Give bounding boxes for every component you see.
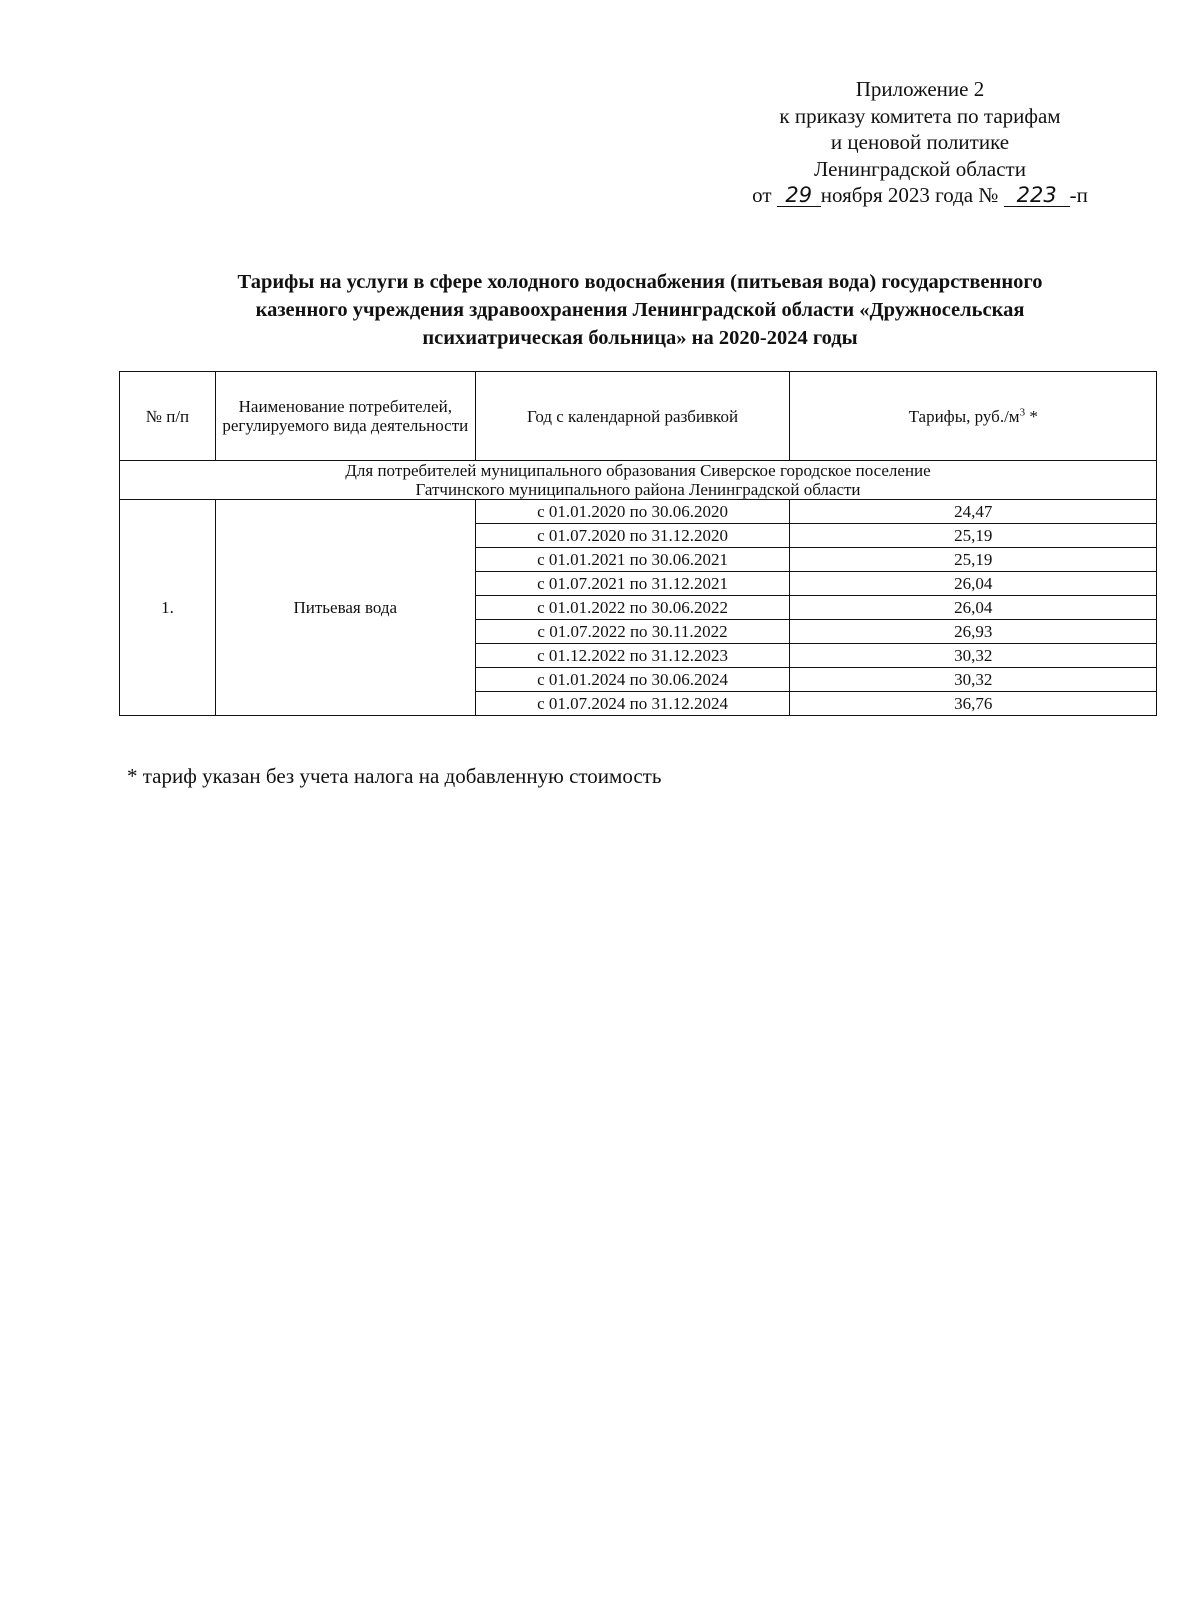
handwritten-order-number: 223 [1004,184,1070,207]
row-number: 1. [120,500,216,716]
header-tariff [790,372,1157,461]
date-prefix: от [752,183,772,207]
appendix-header [700,76,1140,209]
period-cell: с 01.12.2022 по 31.12.2023 [475,644,790,668]
header-tariff-asterisk: * [1025,406,1038,426]
appendix-label: Приложение 2 [855,77,985,101]
period-cell: с 01.07.2022 по 30.11.2022 [475,620,790,644]
period-cell: с 01.07.2020 по 31.12.2020 [475,524,790,548]
handwritten-day: 29 [777,184,821,207]
tariff-value-cell: 25,19 [790,548,1157,572]
order-date-line [700,182,1140,209]
tariff-value-cell: 25,19 [790,524,1157,548]
order-reference-line: к приказу комитета по тарифам [779,103,1061,128]
title-line-1: Тарифы на услуги в сфере холодного водоснабжения (питьевая вода) государственного [237,271,1043,293]
table-row [120,500,1157,524]
group-caption-line-2: Гатчинского муниципального района Ленинградской области [415,480,861,499]
group-caption-line-1: Для потребителей муниципального образования Сиверское городское поселение [345,461,931,480]
period-cell: с 01.01.2021 по 30.06.2021 [475,548,790,572]
header-period: Год с календарной разбивкой [475,372,790,461]
header-tariff-text: Тарифы, руб./м [908,406,1020,426]
table-header-row [120,372,1157,461]
tariff-value-cell: 26,04 [790,572,1157,596]
date-rest: ноября 2023 года № [820,183,999,207]
tariff-value-cell: 26,93 [790,620,1157,644]
period-cell: с 01.07.2021 по 31.12.2021 [475,572,790,596]
committee-line: и ценовой политике [830,130,1010,154]
group-row [120,461,1157,500]
tariff-value-cell: 24,47 [790,500,1157,524]
period-cell: с 01.01.2022 по 30.06.2022 [475,596,790,620]
row-consumer-name: Питьевая вода [215,500,475,716]
header-tariff-sup: 3 [1019,405,1026,418]
order-number-suffix: -п [1069,183,1088,207]
tariff-value-cell: 36,76 [790,692,1157,716]
header-number: № п/п [120,372,216,461]
region-line: Ленинградской области [814,156,1026,181]
period-cell: с 01.01.2020 по 30.06.2020 [475,500,790,524]
period-cell: с 01.07.2024 по 31.12.2024 [475,692,790,716]
group-caption [120,461,1157,500]
period-cell: с 01.01.2024 по 30.06.2024 [475,668,790,692]
tariffs-table [119,371,1157,716]
tariff-value-cell: 26,04 [790,596,1157,620]
tariff-value-cell: 30,32 [790,644,1157,668]
header-consumer: Наименование потребителей, регулируемого вида деятельности [215,372,475,461]
title-line-2: казенного учреждения здравоохранения Ленинградской области «Дружносельская [255,299,1025,321]
footnote: * тариф указан без учета налога на добавленную стоимость [127,764,662,788]
document-title [120,268,1160,352]
tariff-value-cell: 30,32 [790,668,1157,692]
title-line-3: психиатрическая больница» на 2020-2024 годы [422,327,858,349]
